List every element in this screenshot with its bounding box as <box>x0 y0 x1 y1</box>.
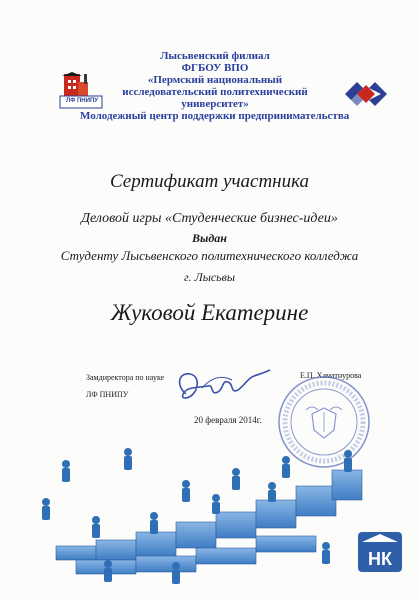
header-line-6: Молодежный центр поддержки предпринимательства <box>80 110 350 122</box>
business-figures-illustration <box>36 436 366 586</box>
header-line-4: исследовательский политехнический <box>122 86 308 98</box>
college-logo-icon <box>356 528 404 576</box>
header-line-1: Лысьвенский филиал <box>160 50 270 62</box>
diamond-logo-icon <box>343 80 389 108</box>
recipient-name: Жуковой Екатерине <box>110 300 309 325</box>
signer-position: Замдиректора по науке <box>86 373 165 382</box>
issued-label: Выдан <box>192 231 227 245</box>
certificate-date: 20 февраля 2014г. <box>194 415 262 425</box>
logo-caption: ЛФ ПНИПУ <box>65 98 98 104</box>
header-line-5: университет» <box>181 98 249 110</box>
certificate-title: Сертификат участника <box>109 171 310 192</box>
svg-text:НК: НК <box>368 549 392 569</box>
header-line-3: «Пермский национальный <box>147 74 283 86</box>
signature-icon <box>172 366 272 408</box>
signer-name: Е.П. Хаматнурова <box>300 371 362 380</box>
signer-org: ЛФ ПНИПУ <box>86 390 129 399</box>
event-name: Деловой игры «Студенческие бизнес-идеи» <box>81 211 338 226</box>
recipient-role: Студенту Лысьвенского политехнического колледжа <box>60 248 359 263</box>
city: г. Лысьвы <box>184 270 235 284</box>
header-line-2: ФГБОУ ВПО <box>181 62 249 74</box>
